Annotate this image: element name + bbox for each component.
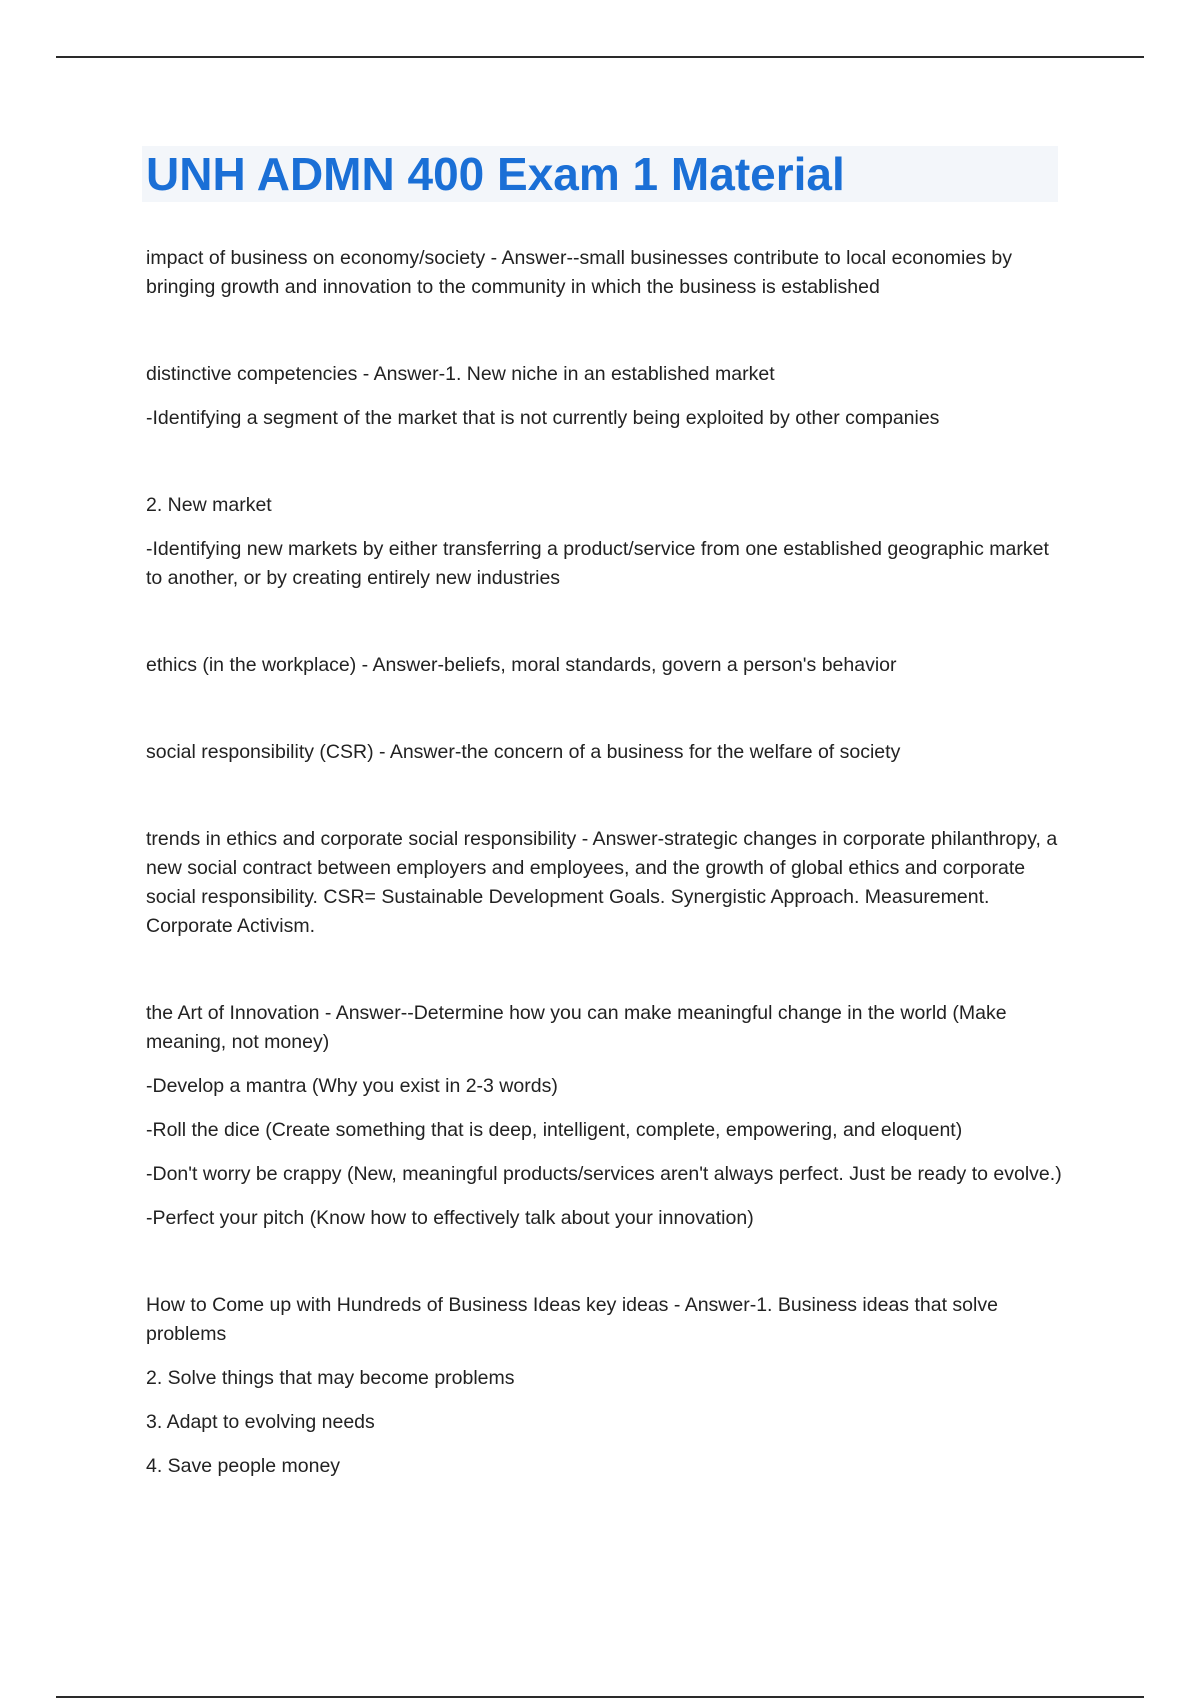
page-top-rule xyxy=(56,56,1144,58)
entry-text: 3. Adapt to evolving needs xyxy=(146,1411,375,1433)
entry-text: 2. Solve things that may become problems xyxy=(146,1367,515,1389)
qa-entry xyxy=(146,1291,1066,1481)
document-title: UNH ADMN 400 Exam 1 Material xyxy=(146,148,845,200)
qa-entry xyxy=(146,491,1066,593)
entry-text: distinctive competencies - Answer-1. New niche in an established market xyxy=(146,363,775,385)
entry-text: -Roll the dice (Create something that is deep, intelligent, complete, empowering, and eloquent) xyxy=(146,1119,963,1141)
qa-entry xyxy=(146,244,1066,302)
entry-text: the Art of Innovation - Answer--Determine how you can make meaningful change in the world (Make meaning, not money) xyxy=(146,1002,1007,1053)
qa-entry xyxy=(146,651,1066,680)
qa-entry xyxy=(146,825,1066,941)
entry-text: -Develop a mantra (Why you exist in 2-3 words) xyxy=(146,1075,558,1097)
entry-text: How to Come up with Hundreds of Business Ideas key ideas - Answer-1. Business ideas that solve problems xyxy=(146,1294,998,1345)
qa-entry xyxy=(146,360,1066,433)
entry-text: trends in ethics and corporate social responsibility - Answer-strategic changes in corporate philanthropy, a new social contract between employers and employees, and the growth of global ethics and corporate social responsibility. CSR= Sustainable Development Goals. Synergistic Approach. Measurement. Corporate Activism. xyxy=(146,828,1058,937)
entry-text: impact of business on economy/society - Answer--small businesses contribute to local economies by bringing growth and innovation to the community in which the business is established xyxy=(146,247,1012,298)
qa-entry xyxy=(146,738,1066,767)
entry-text: -Identifying a segment of the market that is not currently being exploited by other companies xyxy=(146,407,940,429)
document-body xyxy=(146,244,1066,1539)
qa-entry xyxy=(146,999,1066,1233)
entry-text: 4. Save people money xyxy=(146,1455,341,1477)
entry-text: ethics (in the workplace) - Answer-beliefs, moral standards, govern a person's behavior xyxy=(146,654,897,676)
entry-text: -Perfect your pitch (Know how to effectively talk about your innovation) xyxy=(146,1207,754,1229)
entry-text: 2. New market xyxy=(146,494,272,516)
page-bottom-rule xyxy=(56,1696,1144,1698)
entry-text: social responsibility (CSR) - Answer-the concern of a business for the welfare of society xyxy=(146,741,901,763)
entry-text: -Don't worry be crappy (New, meaningful products/services aren't always perfect. Just be ready to evolve.) xyxy=(146,1163,1062,1185)
entry-text: -Identifying new markets by either transferring a product/service from one established geographic market to another, or by creating entirely new industries xyxy=(146,538,1049,589)
